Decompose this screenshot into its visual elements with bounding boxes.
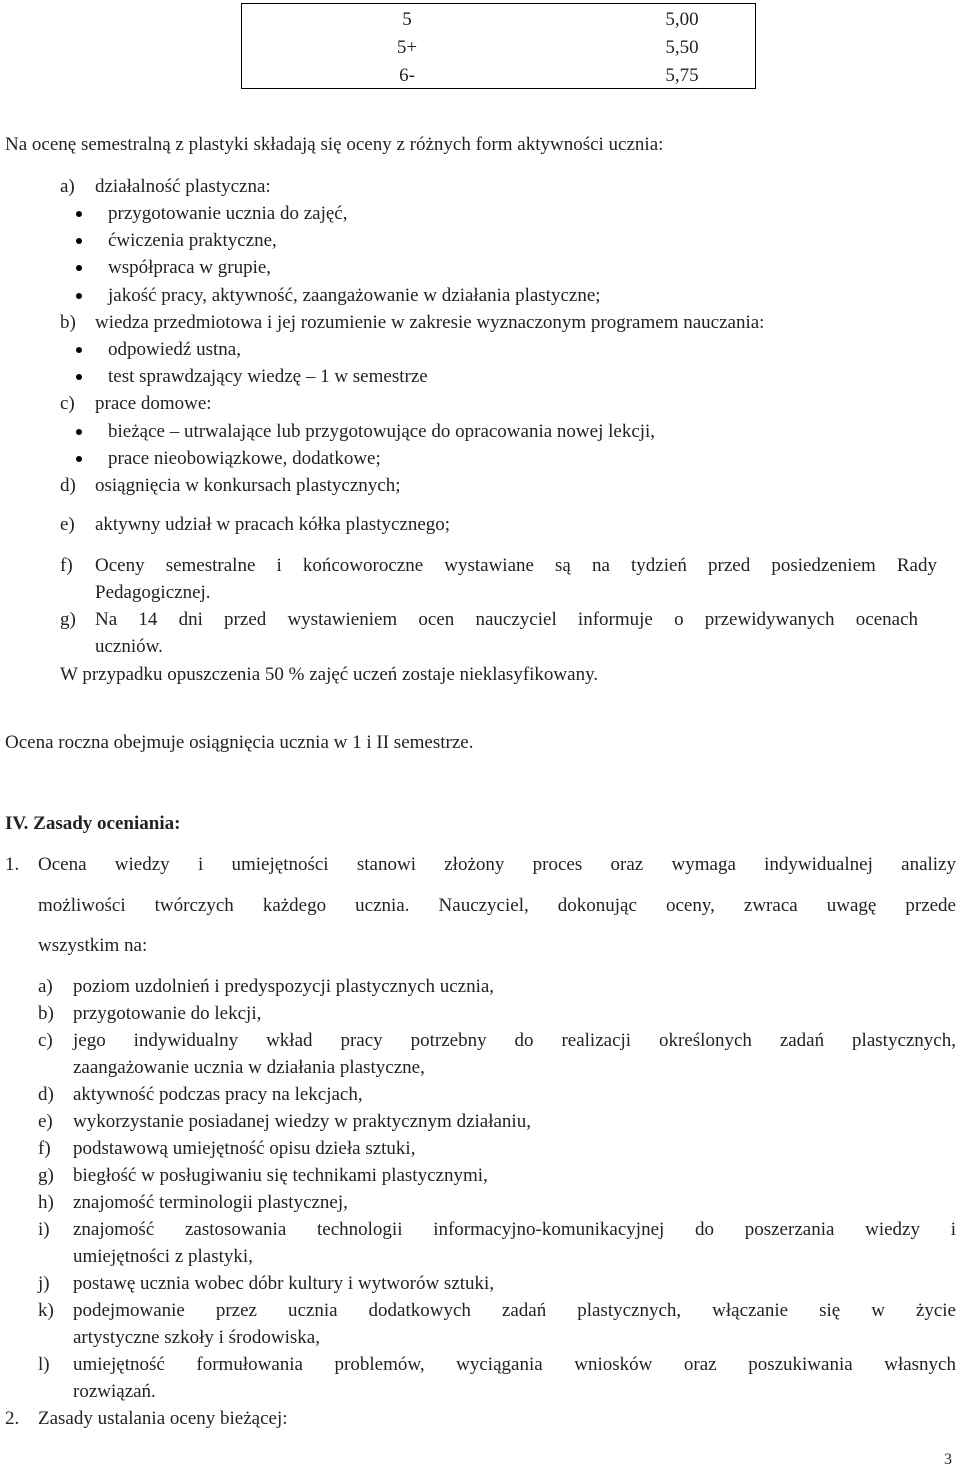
criterion-text: podstawową umiejętność opisu dzieła sztuki, — [73, 1138, 416, 1159]
criterion-text: umiejętność formułowania problemów, wyciągania wniosków oraz poszukiwania własnych — [73, 1354, 956, 1375]
criterion-label: a) — [38, 976, 53, 997]
point-2-number: 2. — [5, 1408, 20, 1429]
criterion-label: c) — [38, 1030, 53, 1051]
criterion-label: d) — [38, 1084, 54, 1105]
point-2-text: Zasady ustalania oceny bieżącej: — [38, 1408, 288, 1429]
bullet-icon — [76, 293, 82, 299]
section-f-line2: Pedagogicznej. — [95, 582, 211, 603]
criterion-text: znajomość terminologii plastycznej, — [73, 1192, 348, 1213]
criterion-text-cont: rozwiązań. — [73, 1381, 156, 1402]
bullet-icon — [76, 374, 82, 380]
criterion-text: przygotowanie do lekcji, — [73, 1003, 262, 1024]
criterion-label: h) — [38, 1192, 54, 1213]
bullet-icon — [76, 456, 82, 462]
section-e-label: e) — [60, 514, 75, 535]
grade-mark: 5+ — [396, 37, 418, 58]
criterion-label: i) — [38, 1219, 50, 1240]
criterion-label: j) — [38, 1273, 50, 1294]
section-d-label: d) — [60, 475, 76, 496]
grade-value: 5,00 — [665, 9, 699, 30]
bullet-icon — [76, 347, 82, 353]
criterion-text: wykorzystanie posiadanej wiedzy w praktycznym działaniu, — [73, 1111, 531, 1132]
criterion-label: l) — [38, 1354, 50, 1375]
page-number: 3 — [944, 1451, 952, 1468]
absence-note: W przypadku opuszczenia 50 % zajęć uczeń zostaje nieklasyfikowany. — [60, 664, 599, 685]
criterion-text: aktywność podczas pracy na lekcjach, — [73, 1084, 363, 1105]
point-1-line3: wszystkim na: — [38, 935, 148, 956]
grade-row — [242, 62, 755, 89]
section-a-label: a) — [60, 176, 75, 197]
bullet-icon — [76, 265, 82, 271]
section-f-label: f) — [60, 555, 73, 576]
bullet-icon — [76, 211, 82, 217]
section-b-title: wiedza przedmiotowa i jej rozumienie w zakresie wyznaczonym programem nauczania: — [95, 312, 765, 333]
bullet-icon — [76, 238, 82, 244]
criterion-text: postawę ucznia wobec dóbr kultury i wytworów sztuki, — [73, 1273, 495, 1294]
criterion-label: b) — [38, 1003, 54, 1024]
grade-mark: 6- — [399, 65, 415, 86]
section-g-line2: uczniów. — [95, 636, 163, 657]
point-1-line2: możliwości twórczych każdego ucznia. Nauczyciel, dokonując oceny, zwraca uwagę przede — [38, 895, 956, 916]
section-g-label: g) — [60, 609, 76, 630]
bullet-icon — [76, 429, 82, 435]
criterion-text: podejmowanie przez ucznia dodatkowych zadań plastycznych, włączanie się w życie — [73, 1300, 956, 1321]
section-g-line1: Na 14 dni przed wystawieniem ocen nauczyciel informuje o przewidywanych ocenach — [95, 609, 918, 630]
grade-value: 5,75 — [665, 65, 699, 86]
grade-mark: 5 — [402, 9, 412, 30]
section-heading: IV. Zasady oceniania: — [5, 813, 181, 834]
annual-note: Ocena roczna obejmuje osiągnięcia ucznia w 1 i II semestrze. — [5, 732, 474, 753]
grade-row — [242, 34, 755, 61]
criterion-label: f) — [38, 1138, 51, 1159]
point-1-number: 1. — [5, 854, 20, 875]
criterion-text-cont: artystyczne szkoły i środowiska, — [73, 1327, 320, 1348]
section-a-title: działalność plastyczna: — [95, 176, 271, 197]
grade-row — [242, 6, 755, 33]
criterion-label: g) — [38, 1165, 54, 1186]
section-c-title: prace domowe: — [95, 393, 212, 414]
point-1-line1: Ocena wiedzy i umiejętności stanowi złożony proces oraz wymaga indywidualnej analizy — [38, 854, 956, 875]
criterion-text-cont: zaangażowanie ucznia w działania plastyczne, — [73, 1057, 425, 1078]
criterion-text-cont: umiejętności z plastyki, — [73, 1246, 253, 1267]
criterion-text: jego indywidualny wkład pracy potrzebny do realizacji określonych zadań plastycznych, — [73, 1030, 956, 1051]
criterion-text: poziom uzdolnień i predyspozycji plastycznych ucznia, — [73, 976, 495, 997]
section-b-label: b) — [60, 312, 76, 333]
intro-text: Na ocenę semestralną z plastyki składają się oceny z różnych form aktywności ucznia: — [5, 134, 664, 155]
grade-value: 5,50 — [665, 37, 699, 58]
criterion-label: k) — [38, 1300, 54, 1321]
criterion-text: znajomość zastosowania technologii informacyjno-komunikacyjnej do poszerzania wiedzy i — [73, 1219, 956, 1240]
criterion-label: e) — [38, 1111, 53, 1132]
section-f-line1: Oceny semestralne i końcoworoczne wystawiane są na tydzień przed posiedzeniem Rady — [95, 555, 937, 576]
section-e-text: aktywny udział w pracach kółka plastycznego; — [95, 514, 451, 535]
grade-table — [241, 3, 756, 89]
section-c-label: c) — [60, 393, 75, 414]
section-d-text: osiągnięcia w konkursach plastycznych; — [95, 475, 401, 496]
criterion-text: biegłość w posługiwaniu się technikami plastycznymi, — [73, 1165, 488, 1186]
